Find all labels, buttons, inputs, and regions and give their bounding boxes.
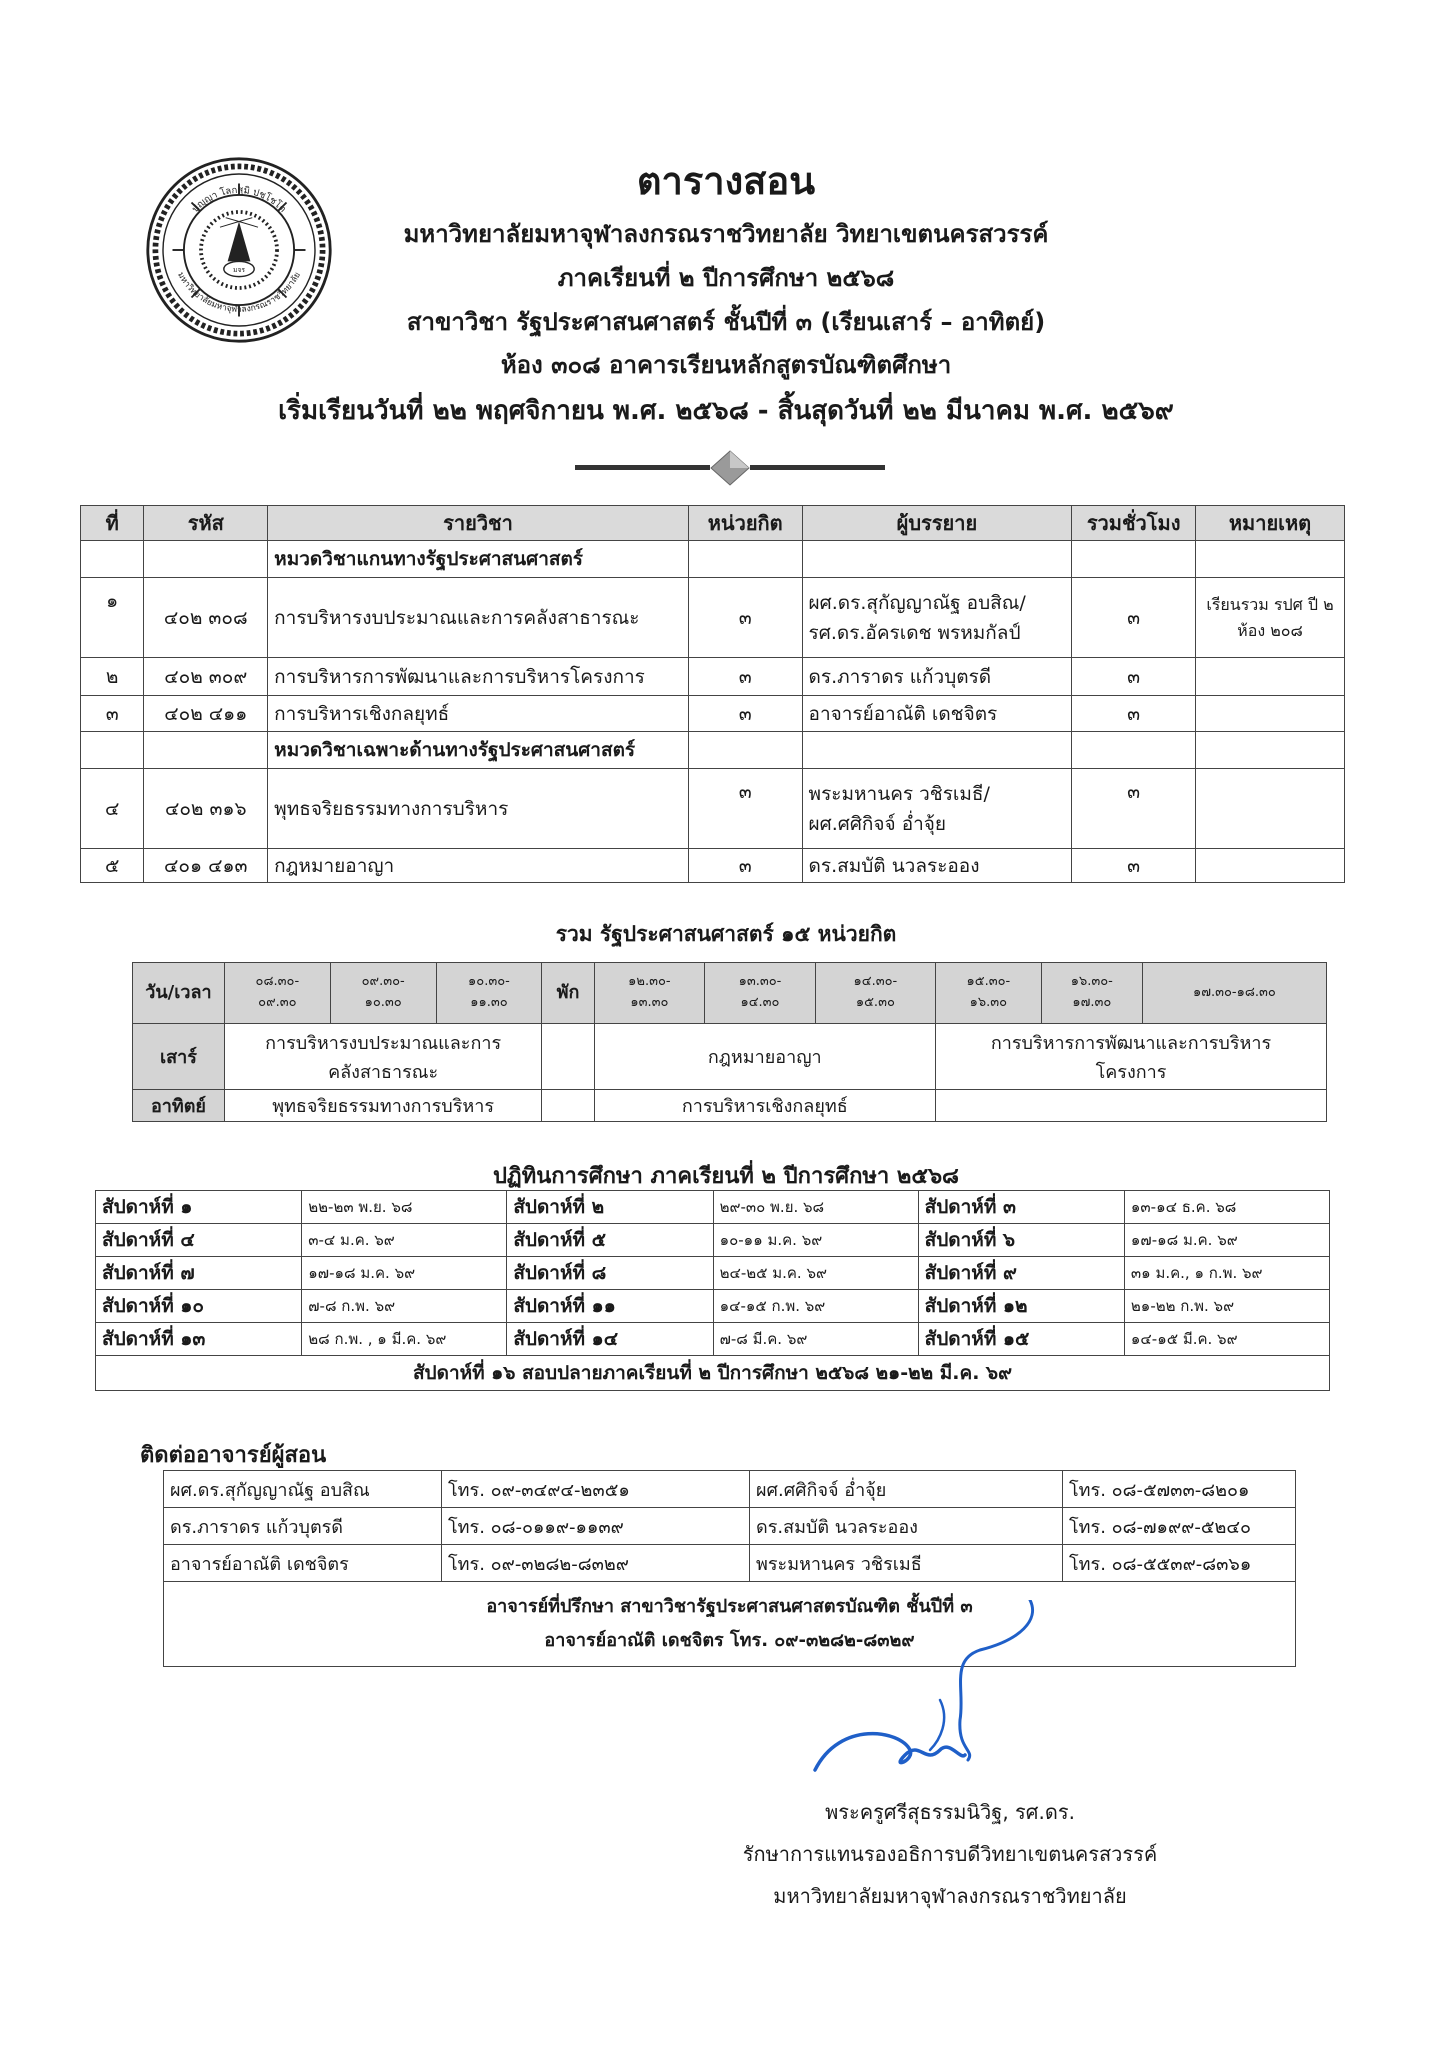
class-line: การบริหารงบประมาณและการ	[265, 1032, 502, 1054]
week-date: ๒๑-๒๒ ก.พ. ๖๙	[1124, 1290, 1329, 1323]
class-block-evening	[935, 1024, 1326, 1090]
slot-end: ๑๔.๓๐	[740, 995, 780, 1010]
course-name: การบริหารการพัฒนาและการบริหารโครงการ	[268, 658, 689, 696]
course-credits: ๓	[688, 578, 802, 658]
calendar-title: ปฏิทินการศึกษา ภาคเรียนที่ ๒ ปีการศึกษา ๒๕๖๘	[492, 1164, 960, 1189]
contact-phone: โทร. ๐๘-๐๑๑๙-๑๑๓๙	[442, 1508, 750, 1545]
week-label: สัปดาห์ที่ ๑๑	[507, 1290, 713, 1323]
course-code: ๔๐๑ ๔๑๓	[144, 849, 268, 883]
week-label: สัปดาห์ที่ ๑๐	[96, 1290, 302, 1323]
course-hours: ๓	[1072, 849, 1196, 883]
course-name: กฎหมายอาญา	[268, 849, 689, 883]
calendar-row	[96, 1290, 1330, 1323]
calendar-row	[96, 1257, 1330, 1290]
course-code: ๔๐๒ ๓๑๖	[144, 769, 268, 849]
course-code: ๔๐๒ ๓๐๘	[144, 578, 268, 658]
signatory-position: รักษาการแทนรองอธิการบดีวิทยาเขตนครสวรรค์	[742, 1842, 1158, 1866]
slot-start: ๑๔.๓๐-	[853, 974, 898, 990]
contact-phone: โทร. ๐๘-๗๑๙๙-๕๒๔๐	[1063, 1508, 1296, 1545]
slot-end: ๑๕.๓๐	[855, 995, 895, 1010]
slot-start: ๐๙.๓๐-	[361, 974, 405, 990]
class-line: โครงการ	[1095, 1061, 1167, 1083]
note-line: ห้อง ๒๐๘	[1237, 620, 1303, 640]
table-row	[81, 578, 1345, 658]
contact-row	[164, 1508, 1296, 1545]
slot-end: ๑๖.๓๐	[969, 995, 1008, 1010]
col-header-no: ที่	[81, 506, 144, 541]
week-date: ๑๔-๑๕ มี.ค. ๖๙	[1124, 1323, 1329, 1356]
week-label: สัปดาห์ที่ ๑๒	[918, 1290, 1124, 1323]
week-date: ๓๑ ม.ค., ๑ ก.พ. ๖๙	[1124, 1257, 1329, 1290]
week-label: สัปดาห์ที่ ๑๔	[507, 1323, 713, 1356]
week-label: สัปดาห์ที่ ๒	[507, 1191, 713, 1224]
contact-name: ผศ.ศศิกิจจ์ อ่ำจุ้ย	[750, 1471, 1063, 1508]
course-table-header	[81, 506, 1345, 541]
contact-phone: โทร. ๐๙-๓๔๙๔-๒๓๕๑	[442, 1471, 750, 1508]
course-lecturer	[802, 769, 1072, 849]
course-credits: ๓	[688, 769, 802, 849]
week-date: ๗-๘ ก.พ. ๖๙	[302, 1290, 507, 1323]
course-lecturer: ดร.ภาราดร แก้วบุตรดี	[802, 658, 1072, 696]
time-slot	[705, 963, 816, 1024]
table-row	[81, 696, 1345, 732]
week-date: ๑๗-๑๘ ม.ค. ๖๙	[1124, 1224, 1329, 1257]
semester-line: ภาคเรียนที่ ๒ ปีการศึกษา ๒๕๖๘	[557, 264, 895, 292]
col-header-lecturer: ผู้บรรยาย	[802, 506, 1072, 541]
week-date: ๑๔-๑๕ ก.พ. ๖๙	[713, 1290, 918, 1323]
table-row	[81, 769, 1345, 849]
category-row	[81, 541, 1345, 578]
break-cell	[542, 1024, 594, 1090]
final-exam-note: สัปดาห์ที่ ๑๖ สอบปลายภาคเรียนที่ ๒ ปีการศึกษา ๒๕๖๘ ๒๑-๒๒ มี.ค. ๖๙	[96, 1356, 1330, 1391]
slot-start: ๑๖.๓๐-	[1070, 974, 1113, 990]
time-slot: ๑๗.๓๐-๑๘.๓๐	[1142, 963, 1326, 1024]
signatory-name: พระครูศรีสุธรรมนิวิฐ, รศ.ดร.	[825, 1800, 1075, 1824]
period-line: เริ่มเรียนวันที่ ๒๒ พฤศจิกายน พ.ศ. ๒๕๖๘ - สิ้นสุดวันที่ ๒๒ มีนาคม พ.ศ. ๒๕๖๙	[278, 396, 1174, 426]
category-row	[81, 732, 1345, 769]
table-row	[81, 658, 1345, 696]
week-label: สัปดาห์ที่ ๘	[507, 1257, 713, 1290]
week-date: ๗-๘ มี.ค. ๖๙	[713, 1323, 918, 1356]
slot-start: ๑๓.๓๐-	[738, 974, 782, 990]
course-hours: ๓	[1072, 769, 1196, 849]
time-slot	[224, 963, 330, 1024]
time-slot	[1041, 963, 1142, 1024]
academic-calendar	[95, 1190, 1330, 1391]
slot-start: ๑๐.๓๐-	[468, 974, 510, 990]
week-date: ๑๓-๑๔ ธ.ค. ๖๘	[1124, 1191, 1329, 1224]
col-header-credits: หน่วยกิต	[688, 506, 802, 541]
course-name: พุทธจริยธรรมทางการบริหาร	[268, 769, 689, 849]
day-label: อาทิตย์	[133, 1090, 225, 1122]
seal-letters: มจร	[233, 265, 245, 274]
course-table	[80, 505, 1345, 883]
slot-start: ๑๕.๓๐-	[966, 974, 1011, 990]
course-no: ๔	[81, 769, 144, 849]
seal-name: มหาวิทยาลัยมหาจุฬาลงกรณราชวิทยาลัย	[175, 270, 303, 315]
col-header-hours: รวมชั่วโมง	[1072, 506, 1196, 541]
week-date: ๑๗-๑๘ ม.ค. ๖๙	[302, 1257, 507, 1290]
program-line: สาขาวิชา รัฐประศาสนศาสตร์ ชั้นปีที่ ๓ (เรียนเสาร์ – อาทิตย์)	[406, 308, 1046, 336]
slot-end: ๐๙.๓๐	[258, 995, 297, 1010]
total-credits: รวม รัฐประศาสนศาสตร์ ๑๕ หน่วยกิต	[555, 922, 897, 946]
course-note	[1196, 849, 1345, 883]
contact-name: พระมหานคร วชิรเมธี	[750, 1545, 1063, 1582]
class-line: คลังสาธารณะ	[328, 1061, 439, 1083]
contact-phone: โทร. ๐๙-๓๒๘๒-๘๓๒๙	[442, 1545, 750, 1582]
slot-start: ๐๘.๓๐-	[255, 974, 300, 990]
course-hours: ๓	[1072, 696, 1196, 732]
week-date: ๒๙-๓๐ พ.ย. ๖๘	[713, 1191, 918, 1224]
week-label: สัปดาห์ที่ ๗	[96, 1257, 302, 1290]
room-line: ห้อง ๓๐๘ อาคารเรียนหลักสูตรบัณฑิตศึกษา	[500, 351, 952, 379]
signatory-institution: มหาวิทยาลัยมหาจุฬาลงกรณราชวิทยาลัย	[773, 1884, 1127, 1908]
category-name: หมวดวิชาแกนทางรัฐประศาสนศาสตร์	[268, 541, 689, 578]
contact-phone: โทร. ๐๘-๕๕๓๙-๘๓๖๑	[1063, 1545, 1296, 1582]
table-row	[81, 849, 1345, 883]
col-header-note: หมายเหตุ	[1196, 506, 1345, 541]
course-code: ๔๐๒ ๓๐๙	[144, 658, 268, 696]
course-note	[1196, 696, 1345, 732]
col-header-course: รายวิชา	[268, 506, 689, 541]
contact-name: ดร.สมบัติ นวลระออง	[750, 1508, 1063, 1545]
lecturer-line: ผศ.ดร.สุกัญญาณัฐ อบสิณ/	[808, 591, 1026, 614]
week-label: สัปดาห์ที่ ๑๕	[918, 1323, 1124, 1356]
category-name: หมวดวิชาเฉพาะด้านทางรัฐประศาสนศาสตร์	[268, 732, 689, 769]
advisor-line: อาจารย์ที่ปรึกษา สาขาวิชารัฐประศาสนศาสตรบัณฑิต ชั้นปีที่ ๓	[486, 1595, 973, 1617]
course-no: ๕	[81, 849, 144, 883]
time-slot	[594, 963, 705, 1024]
timetable-header	[133, 963, 1327, 1024]
class-block-afternoon: กฎหมายอาญา	[594, 1024, 935, 1090]
note-line: เรียนรวม รปศ ปี ๒	[1206, 594, 1334, 614]
course-no: ๓	[81, 696, 144, 732]
course-code: ๔๐๒ ๔๑๑	[144, 696, 268, 732]
slot-end: ๑๗.๓๐	[1072, 995, 1112, 1010]
class-block-evening	[935, 1090, 1326, 1122]
week-date: ๒๘ ก.พ. , ๑ มี.ค. ๖๙	[302, 1323, 507, 1356]
calendar-final-row	[96, 1356, 1330, 1391]
timetable-row-sunday	[133, 1090, 1327, 1122]
time-slot	[436, 963, 542, 1024]
class-block-morning: พุทธจริยธรรมทางการบริหาร	[224, 1090, 541, 1122]
lecturer-line: รศ.ดร.อัครเดช พรหมกัลป์	[808, 621, 1021, 644]
calendar-row	[96, 1224, 1330, 1257]
week-date: ๒๒-๒๓ พ.ย. ๖๘	[302, 1191, 507, 1224]
lecturer-line: พระมหานคร วชิรเมธี/	[808, 782, 990, 805]
class-block-afternoon: การบริหารเชิงกลยุทธ์	[594, 1090, 935, 1122]
class-line: การบริหารการพัฒนาและการบริหาร	[990, 1032, 1272, 1054]
slot-end: ๑๓.๓๐	[630, 995, 669, 1010]
contacts-title: ติดต่ออาจารย์ผู้สอน	[140, 1443, 327, 1468]
calendar-row	[96, 1323, 1330, 1356]
advisor-row	[164, 1582, 1296, 1667]
week-date: ๑๐-๑๑ ม.ค. ๖๙	[713, 1224, 918, 1257]
day-label: เสาร์	[133, 1024, 225, 1090]
slot-end: ๑๐.๓๐	[364, 995, 402, 1010]
advisor-info	[164, 1582, 1296, 1667]
time-slot	[330, 963, 436, 1024]
course-lecturer	[802, 578, 1072, 658]
slot-end: ๑๑.๓๐	[470, 995, 508, 1010]
handwritten-signature	[790, 1600, 1110, 1790]
course-note	[1196, 769, 1345, 849]
course-lecturer: ดร.สมบัติ นวลระออง	[802, 849, 1072, 883]
course-note	[1196, 578, 1345, 658]
timetable-row-saturday	[133, 1024, 1327, 1090]
course-lecturer: อาจารย์อาณัติ เดชจิตร	[802, 696, 1072, 732]
course-credits: ๓	[688, 658, 802, 696]
week-date: ๒๔-๒๕ ม.ค. ๖๙	[713, 1257, 918, 1290]
ornament-divider	[575, 450, 885, 486]
weekly-timetable	[132, 962, 1327, 1122]
break-cell	[542, 1090, 594, 1122]
course-hours: ๓	[1072, 578, 1196, 658]
week-label: สัปดาห์ที่ ๖	[918, 1224, 1124, 1257]
university-name: มหาวิทยาลัยมหาจุฬาลงกรณราชวิทยาลัย วิทยาเขตนครสวรรค์	[403, 220, 1049, 248]
seal-motto: ปญฺญา โลกสฺมิ ปชฺโชโต	[190, 184, 288, 215]
contact-name: ดร.ภาราดร แก้วบุตรดี	[164, 1508, 442, 1545]
course-credits: ๓	[688, 696, 802, 732]
advisor-line: อาจารย์อาณัติ เดชจิตร โทร. ๐๙-๓๒๘๒-๘๓๒๙	[544, 1630, 915, 1651]
col-header-code: รหัส	[144, 506, 268, 541]
lecturer-line: ผศ.ศศิกิจจ์ อ่ำจุ้ย	[808, 812, 947, 835]
class-block-morning	[224, 1024, 541, 1090]
contact-name: อาจารย์อาณัติ เดชจิตร	[164, 1545, 442, 1582]
slot-start: ๑๒.๓๐-	[628, 974, 671, 990]
time-slot	[935, 963, 1041, 1024]
time-slot	[815, 963, 935, 1024]
break-slot: พัก	[542, 963, 594, 1024]
week-label: สัปดาห์ที่ ๕	[507, 1224, 713, 1257]
week-label: สัปดาห์ที่ ๑	[96, 1191, 302, 1224]
page-title: ตารางสอน	[636, 159, 816, 203]
course-credits: ๓	[688, 849, 802, 883]
course-name: การบริหารเชิงกลยุทธ์	[268, 696, 689, 732]
contact-name: ผศ.ดร.สุกัญญาณัฐ อบสิณ	[164, 1471, 442, 1508]
course-hours: ๓	[1072, 658, 1196, 696]
timetable-corner: วัน/เวลา	[133, 963, 225, 1024]
week-date: ๓-๔ ม.ค. ๖๙	[302, 1224, 507, 1257]
contacts-table	[163, 1470, 1296, 1667]
week-label: สัปดาห์ที่ ๔	[96, 1224, 302, 1257]
week-label: สัปดาห์ที่ ๓	[918, 1191, 1124, 1224]
course-no: ๑	[81, 578, 144, 658]
contact-row	[164, 1471, 1296, 1508]
week-label: สัปดาห์ที่ ๑๓	[96, 1323, 302, 1356]
week-label: สัปดาห์ที่ ๙	[918, 1257, 1124, 1290]
contact-row	[164, 1545, 1296, 1582]
contact-phone: โทร. ๐๘-๕๗๓๓-๘๒๐๑	[1063, 1471, 1296, 1508]
calendar-row	[96, 1191, 1330, 1224]
course-name: การบริหารงบประมาณและการคลังสาธารณะ	[268, 578, 689, 658]
course-no: ๒	[81, 658, 144, 696]
course-note	[1196, 658, 1345, 696]
